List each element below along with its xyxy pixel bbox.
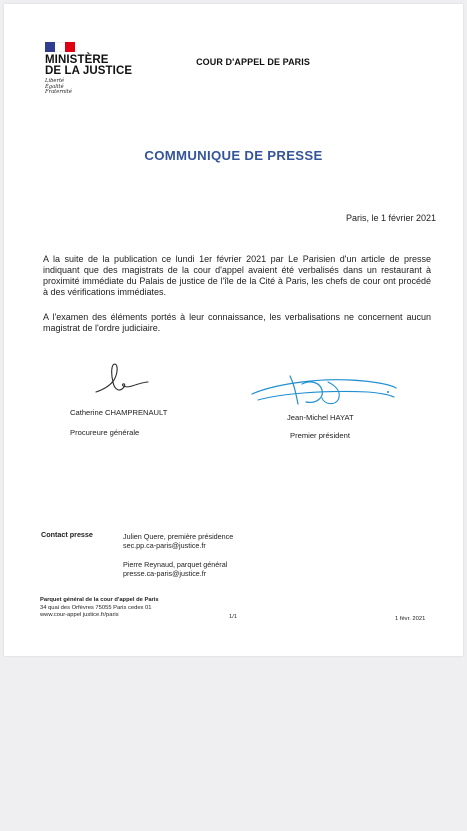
motto-fraternite: Fraternité — [45, 89, 72, 96]
document-title: COMMUNIQUE DE PRESSE — [144, 148, 323, 163]
republic-motto — [45, 79, 132, 96]
signature-champrenault — [92, 362, 152, 398]
footer-address — [40, 597, 159, 620]
signatory-left-name: Catherine CHAMPRENAULT — [70, 408, 168, 417]
ministry-name-line2: DE LA JUSTICE — [45, 65, 133, 77]
french-flag-icon — [45, 42, 75, 52]
signatory-left-role: Procureure générale — [70, 428, 140, 437]
contact-1-name: Julien Quere, première présidence — [123, 532, 234, 541]
body-paragraph-2: A l'examen des éléments portés à leur connaissance, les verbalisations ne concernent aucun magistrat de l'ordre judiciaire. — [43, 312, 431, 333]
footer-street: 34 quai des Orfèvres 75055 Paris cedex 01 — [40, 604, 152, 611]
footer-org: Parquet général de la cour d'appel de Paris — [40, 597, 159, 603]
footer-date: 1 févr. 2021 — [395, 616, 426, 622]
signature-hayat — [250, 370, 400, 412]
ministry-logo — [45, 42, 132, 96]
body-paragraph-1: A la suite de la publication ce lundi 1er février 2021 par Le Parisien d'un article de presse indiquant que des magistrats de la cour d'appel avaient été verbalisés dans un restaurant à proximité immédiate du Palais de justice de l'île de la Cité à Paris, les chefs de cour ont procédé à des vérifications immédiates. — [43, 254, 431, 297]
document-date: Paris, le 1 février 2021 — [345, 213, 436, 223]
signatory-right-role: Premier président — [290, 431, 350, 440]
motto-liberte: Liberté — [45, 78, 65, 84]
page-number: 1/1 — [229, 614, 238, 620]
footer-website[interactable]: www.cour-appel justice.fr/paris — [40, 612, 119, 618]
contact-1-email[interactable]: sec.pp.ca-paris@justice.fr — [123, 541, 206, 550]
ministry-name-line1: MINISTÈRE — [45, 54, 109, 66]
motto-egalite: Égalité — [45, 83, 64, 90]
signatory-right-name: Jean-Michel HAYAT — [287, 413, 354, 422]
court-name: COUR D'APPEL DE PARIS — [196, 57, 310, 67]
contact-label: Contact presse — [41, 530, 93, 539]
contact-2-name: Pierre Reynaud, parquet général — [123, 560, 228, 569]
contact-2-email[interactable]: presse.ca-paris@justice.fr — [123, 569, 207, 578]
